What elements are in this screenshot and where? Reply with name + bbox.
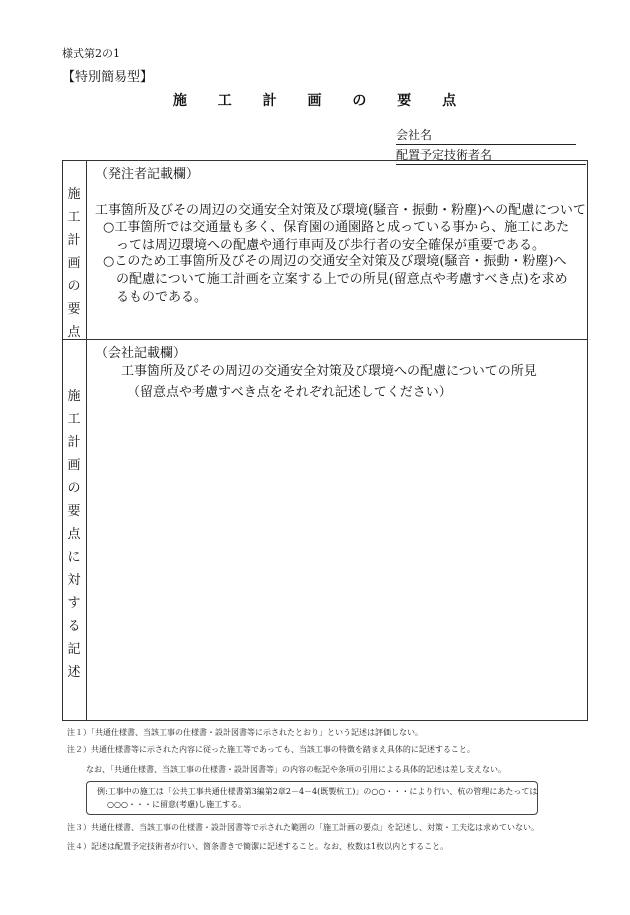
company-column-heading: （会社記載欄） xyxy=(95,346,187,361)
note-2-supplement: なお、「共通仕様書、当該工事の仕様書・設計図書等」の内容の転記や条項の引用による具体的記述は差し支えない。 xyxy=(86,765,506,774)
note-3: 注３）共通仕様書、当該工事の仕様書・設計図書等で示された範囲の「施工計画の要点」を記述し、対策・工夫迄は求めていない。 xyxy=(67,823,539,832)
plan-points-row xyxy=(63,161,587,340)
note-1: 注１）「共通仕様書、当該工事の仕様書・設計図書等に示されたとおり」という記述は評価しない。 xyxy=(67,728,423,737)
issuer-intro: 工事箇所及びその周辺の交通安全対策及び環境(騒音・振動・粉塵)への配慮について xyxy=(95,203,586,218)
description-entry-area[interactable] xyxy=(87,403,587,721)
example-box xyxy=(86,781,538,815)
page-title: 施 工 計 画 の 要 点 xyxy=(172,93,470,109)
description-row xyxy=(63,339,587,721)
description-label-cell xyxy=(63,339,87,721)
plan-points-label: 施工計画の要点 xyxy=(67,187,81,340)
company-instruction-note: （留意点や考慮すべき点をそれぞれ記述してください） xyxy=(127,385,452,400)
note-2: 注２）共通仕様書等に示された内容に従った施工等であっても、当該工事の特徴を踏まえ具体的に記述すること。 xyxy=(67,745,475,754)
form-number: 様式第2の1 xyxy=(62,47,120,60)
example-line-1: 例:工事中の施工は「公共工事共通仕様書第3編第2章2－4－4(既製杭工)」の○○・・・により行い、杭の管理にあたっては xyxy=(97,787,538,796)
issuer-bullet-1: ○工事箇所では交通量も多く、保育園の通園路と成っている事から、施工にあたっては周辺環境への配慮や通行車両及び歩行者の安全確保が重要である。 xyxy=(103,220,570,253)
company-name-field[interactable]: 会社名 xyxy=(396,126,576,145)
note-4: 注４）記述は配置予定技術者が行い、箇条書きで簡潔に記述すること。なお、枚数は1枚以内とすること。 xyxy=(67,842,449,851)
example-line-2: ○○○・・・に留意(考慮)し施工する。 xyxy=(107,800,247,809)
engineer-name-field[interactable]: 配置予定技術者名 xyxy=(396,146,586,165)
plan-points-label-cell xyxy=(63,161,87,339)
company-instruction: 工事箇所及びその周辺の交通安全対策及び環境への配慮についての所見 xyxy=(121,364,537,379)
issuer-column-heading: （発注者記載欄） xyxy=(95,167,200,182)
description-label: 施工計画の要点に対する記述 xyxy=(67,389,81,680)
plan-table xyxy=(62,160,588,721)
issuer-bullet-2: ○このため工事箇所及びその周辺の交通安全対策及び環境(騒音・振動・粉塵)への配慮について施工計画を立案する上での所見(留意点や考慮すべき点)を求めるものである。 xyxy=(103,254,568,305)
form-type-label: 【特別簡易型】 xyxy=(62,70,154,85)
